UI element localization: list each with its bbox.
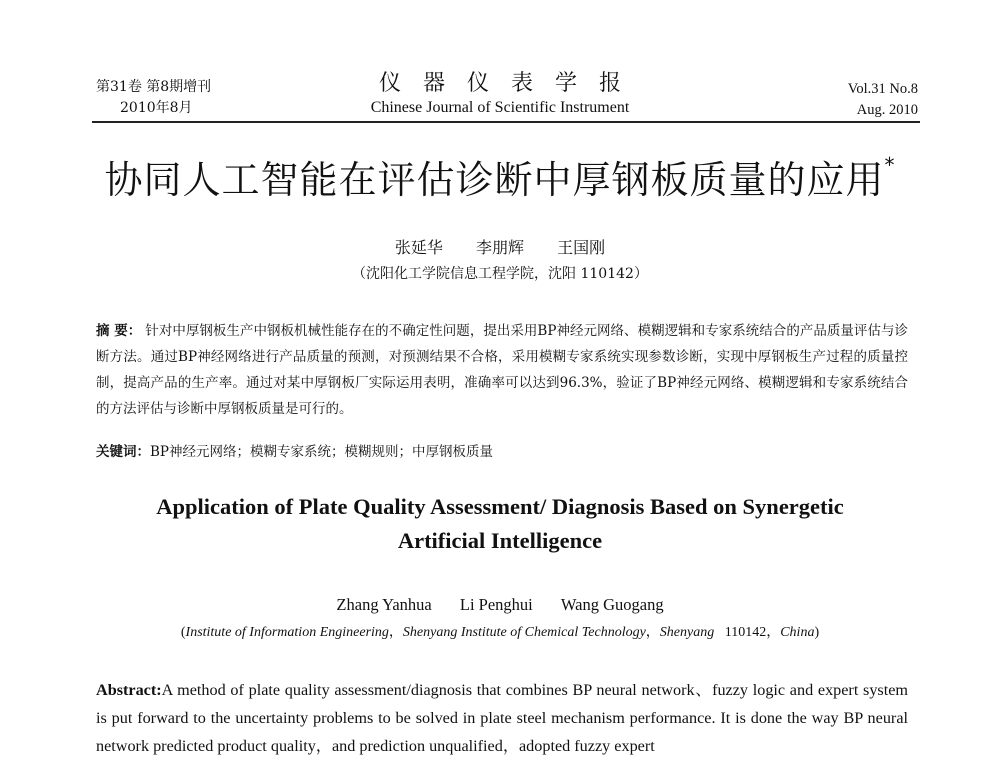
paper-title-cn-text: 协同人工智能在评估诊断中厚钢板质量的应用 bbox=[104, 158, 885, 202]
author-cn: 张延华 bbox=[394, 238, 443, 257]
journal-name-en: Chinese Journal of Scientific Instrument bbox=[370, 99, 630, 116]
paper-title-en-line2: Artificial Intelligence bbox=[397, 528, 603, 553]
affiliation-en bbox=[0, 623, 1000, 643]
abstract-en bbox=[96, 676, 908, 760]
header-right bbox=[848, 79, 918, 121]
abstract-cn bbox=[96, 318, 908, 422]
header-center bbox=[340, 70, 660, 118]
authors-en bbox=[0, 594, 1000, 616]
authors-cn bbox=[0, 237, 1000, 259]
affiliation-en-open: ( bbox=[180, 625, 186, 640]
affiliation-en-university: Shenyang Institute of Chemical Technology bbox=[402, 625, 646, 640]
affiliation-en-sep: ， bbox=[388, 625, 403, 640]
header-left bbox=[96, 77, 211, 119]
abstract-en-text: A method of plate quality assessment/diagnosis that combines BP neural network、fuzzy logic and expert system is put forward to the uncertainty problems to be solved in plate steel mechanism performance. It is done the way BP neural network predicted product quality，and prediction unqualified，adopted fuzzy expert bbox=[96, 681, 908, 755]
author-en: Wang Guogang bbox=[560, 595, 664, 614]
abstract-cn-label: 摘 要： bbox=[96, 323, 142, 339]
affiliation-en-institute: Institute of Information Engineering bbox=[185, 625, 389, 640]
author-cn: 李朋辉 bbox=[475, 238, 524, 257]
title-footnote-mark: * bbox=[884, 153, 896, 177]
affiliation-en-country: China bbox=[780, 625, 815, 640]
issue-date-cn: 2010年8月 bbox=[120, 100, 193, 116]
issue-volume-en: Vol.31 No.8 bbox=[847, 81, 918, 97]
journal-name-cn: 仪器仪表学报 bbox=[378, 71, 643, 96]
abstract-cn-text: 针对中厚钢板生产中钢板机械性能存在的不确定性问题，提出采用BP神经元网络、模糊逻辑和专家系统结合的产品质量评估与诊断方法。通过BP神经网络进行产品质量的预测，对预测结果不合格，采用模糊专家系统实现参数诊断，实现中厚钢板生产过程的质量控制，提高产品的生产率。通过对某中厚钢板厂实际运用表明，准确率可以达到96.3%，验证了BP神经元网络、模糊逻辑和专家系统结合的方法评估与诊断中厚钢板质量是可行的。 bbox=[96, 323, 908, 417]
author-cn: 王国刚 bbox=[557, 238, 606, 257]
keywords-cn-text: BP神经元网络；模糊专家系统；模糊规则；中厚钢板质量 bbox=[150, 444, 494, 460]
affiliation-cn: （沈阳化工学院信息工程学院，沈阳 110142） bbox=[352, 266, 648, 282]
paper-title-cn bbox=[0, 155, 1000, 205]
author-en: Li Penghui bbox=[459, 595, 533, 614]
paper-title-en-line1: Application of Plate Quality Assessment/ Diagnosis Based on Synergetic bbox=[156, 494, 844, 519]
abstract-en-label: Abstract: bbox=[96, 681, 162, 699]
affiliation-en-sep: ， bbox=[645, 625, 660, 640]
affiliation-en-close: ) bbox=[814, 625, 820, 640]
issue-volume-cn: 第31卷 第8期增刊 bbox=[96, 79, 212, 95]
keywords-cn-label: 关键词： bbox=[96, 444, 150, 460]
author-en: Zhang Yanhua bbox=[336, 595, 432, 614]
header-divider bbox=[92, 121, 920, 123]
affiliation-en-zip: 110142， bbox=[724, 625, 781, 640]
issue-date-en: Aug. 2010 bbox=[856, 102, 918, 118]
affiliation-en-city: Shenyang bbox=[659, 625, 715, 640]
paper-title-en bbox=[0, 490, 1000, 558]
keywords-cn bbox=[96, 442, 908, 462]
